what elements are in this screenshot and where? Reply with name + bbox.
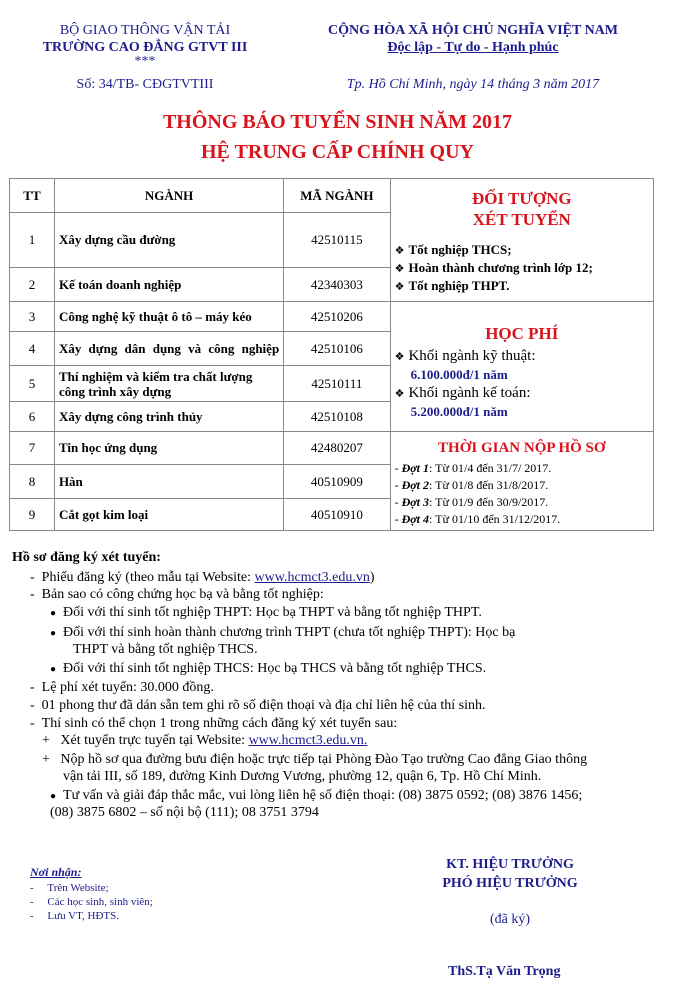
bullet-icon: ●: [50, 608, 57, 619]
table-row: 4 Xây dựng dân dụng và công nghiệp 42510106: [10, 332, 654, 366]
list-item: ❖ Khối ngành kỹ thuật:: [394, 348, 536, 364]
list-item: ❖ Tốt nghiệp THPT.: [394, 278, 510, 293]
diamond-bullet-icon: ❖: [394, 387, 405, 400]
list-item: - Đợt 1: Từ 01/4 đến 31/7/ 2017.: [394, 461, 552, 475]
sign-title2: PHÓ HIỆU TRƯỞNG: [442, 876, 578, 891]
table-row: 5 Thí nghiệm và kiểm tra chất lượng công trình xây dựng 42510111: [10, 366, 654, 402]
hoc-phi-ktoan-value: 5.200.000đ/1 năm: [410, 404, 508, 419]
list-item: ● Đối với thí sinh tốt nghiệp THPT: Học bạ THPT và bằng tốt nghiệp THPT.: [50, 605, 482, 620]
doi-tuong-title1: ĐỐI TƯỢNG: [471, 189, 572, 208]
table-row: 1 Xây dựng cầu đường 42510115: [10, 213, 654, 268]
list-item-continuation: (08) 3875 6802 – số nội bộ (111); 08 3751 3794: [50, 805, 319, 820]
bullet-icon: ●: [50, 791, 57, 802]
table-row: 6 Xây dựng công trình thủy 42510108: [10, 402, 654, 432]
title-line1: THÔNG BÁO TUYỂN SINH NĂM 2017: [162, 111, 513, 133]
signer-name: ThS.Tạ Văn Trọng: [448, 964, 561, 979]
list-item: ● Đối với thí sinh hoàn thành chương trình THPT (chưa tốt nghiệp THPT): Học bạ: [50, 625, 516, 640]
list-item: ❖ Khối ngành kế toán:: [394, 385, 531, 401]
sign-title1: KT. HIỆU TRƯỞNG: [446, 857, 574, 872]
bullet-icon: ●: [50, 664, 57, 675]
table-row: 3 Công nghệ kỹ thuật ô tô – máy kéo 42510206 HỌC PHÍ ❖ Khối ngành kỹ thuật: 6.100.000đ/1 năm ❖ Khối ngành kế toán: 5.200.000đ/1 năm: [10, 302, 654, 332]
document-number: Số: 34/TB- CĐGTVTIII: [76, 77, 214, 92]
header-left: [20, 22, 270, 93]
bullet-icon: ●: [50, 628, 57, 639]
list-item: + Xét tuyển trực tuyến tại Website: www.hcmct3.edu.vn.: [42, 733, 368, 748]
list-item: - Trên Website;: [30, 882, 109, 894]
list-item: - Lưu VT, HĐTS.: [30, 910, 119, 922]
header-right: [283, 22, 663, 93]
list-item: - Phiếu đăng ký (theo mẫu tại Website: www.hcmct3.edu.vn): [30, 570, 375, 585]
list-item: ❖ Hoàn thành chương trình lớp 12;: [394, 260, 593, 275]
website-link[interactable]: www.hcmct3.edu.vn.: [248, 733, 368, 748]
list-item: - Đợt 3: Từ 01/9 đến 30/9/2017.: [394, 495, 549, 509]
list-item: - Thí sinh có thể chọn 1 trong những cách đăng ký xét tuyển sau:: [30, 716, 398, 731]
ministry-name: BỘ GIAO THÔNG VẬN TẢI: [59, 23, 231, 38]
list-item: + Nộp hồ sơ qua đường bưu điện hoặc trực tiếp tại Phòng Đào Tạo trường Cao đẳng Giao thông: [42, 752, 588, 767]
list-item-continuation: vận tải III, số 189, đường Kinh Dương Vương, phường 12, quận 6, Tp. Hồ Chí Minh.: [63, 769, 542, 784]
thoi-gian-title: THỜI GIAN NỘP HỒ SƠ: [438, 440, 606, 456]
hoc-phi-kt-value: 6.100.000đ/1 năm: [410, 367, 508, 382]
title-line2: HỆ TRUNG CẤP CHÍNH QUY: [201, 141, 474, 163]
header-tt: TT: [10, 179, 55, 213]
list-item-continuation: THPT và bằng tốt nghiệp THCS.: [73, 642, 258, 657]
table-row: 9 Cắt gọt kim loại 40510910: [10, 499, 654, 531]
thoi-gian-cell: [390, 432, 653, 531]
table-row: 7 Tin học ứng dụng 42480207 THỜI GIAN NỘP HỒ SƠ - Đợt 1: Từ 01/4 đến 31/7/ 2017. - Đợt 2: Từ 01/8 đến 31/8/2017. - Đợt 3: Từ 01/9 đến 30/9/2017. - Đợt 4: Từ 01/10 đến 31/12/2017.: [10, 432, 654, 465]
list-item: - Đợt 2: Từ 01/8 đến 31/8/2017.: [394, 478, 549, 492]
stars: ***: [134, 54, 156, 69]
diamond-bullet-icon: ❖: [394, 280, 405, 293]
country-name: CỘNG HÒA XÃ HỘI CHỦ NGHĨA VIỆT NAM: [327, 23, 618, 38]
diamond-bullet-icon: ❖: [394, 262, 405, 275]
table-header-row: [10, 179, 654, 213]
list-item: - Bản sao có công chứng học bạ và bằng tốt nghiệp:: [30, 587, 324, 602]
header-nganh: NGÀNH: [54, 179, 283, 213]
list-item: - Các học sinh, sinh viên;: [30, 896, 153, 908]
school-name: TRƯỜNG CAO ĐẲNG GTVT III: [42, 40, 248, 55]
hoc-phi-title: HỌC PHÍ: [485, 324, 559, 343]
doi-tuong-title2: XÉT TUYỂN: [472, 210, 571, 229]
list-item: - Lệ phí xét tuyển: 30.000 đồng.: [30, 680, 214, 695]
table-row: 8 Hàn 40510909: [10, 465, 654, 499]
list-item: - 01 phong thư đã dán sẵn tem ghi rõ số điện thoại và địa chỉ liên hệ của thí sinh.: [30, 698, 486, 713]
recipient-list: [30, 881, 153, 923]
website-link[interactable]: www.hcmct3.edu.vn: [254, 570, 370, 585]
doi-tuong-cell: [390, 179, 653, 302]
table-row: 2 Kế toán doanh nghiệp 42340303: [10, 268, 654, 302]
motto: Độc lập - Tự do - Hạnh phúc: [387, 40, 559, 55]
header-ma: MÃ NGÀNH: [284, 179, 390, 213]
noi-nhan-label: Nơi nhận:: [30, 865, 82, 879]
program-table: [9, 178, 654, 531]
diamond-bullet-icon: ❖: [394, 244, 405, 257]
list-item: ❖ Tốt nghiệp THCS;: [394, 242, 512, 257]
diamond-bullet-icon: ❖: [394, 350, 405, 363]
signature-block: [380, 855, 640, 893]
list-item: ● Tư vấn và giải đáp thắc mắc, vui lòng liên hệ số điện thoại: (08) 3875 0592; (08) 3876 1456;: [50, 788, 583, 803]
hoc-phi-cell: [390, 302, 653, 432]
list-item: - Đợt 4: Từ 01/10 đến 31/12/2017.: [394, 512, 561, 526]
place-date: Tp. Hồ Chí Minh, ngày 14 tháng 3 năm 2017: [346, 77, 600, 92]
list-item: ● Đối với thí sinh tốt nghiệp THCS: Học bạ THCS và bằng tốt nghiệp THCS.: [50, 661, 487, 676]
signed-note: (đã ký): [489, 912, 531, 927]
ho-so-title: Hồ sơ đăng ký xét tuyển:: [12, 550, 161, 565]
